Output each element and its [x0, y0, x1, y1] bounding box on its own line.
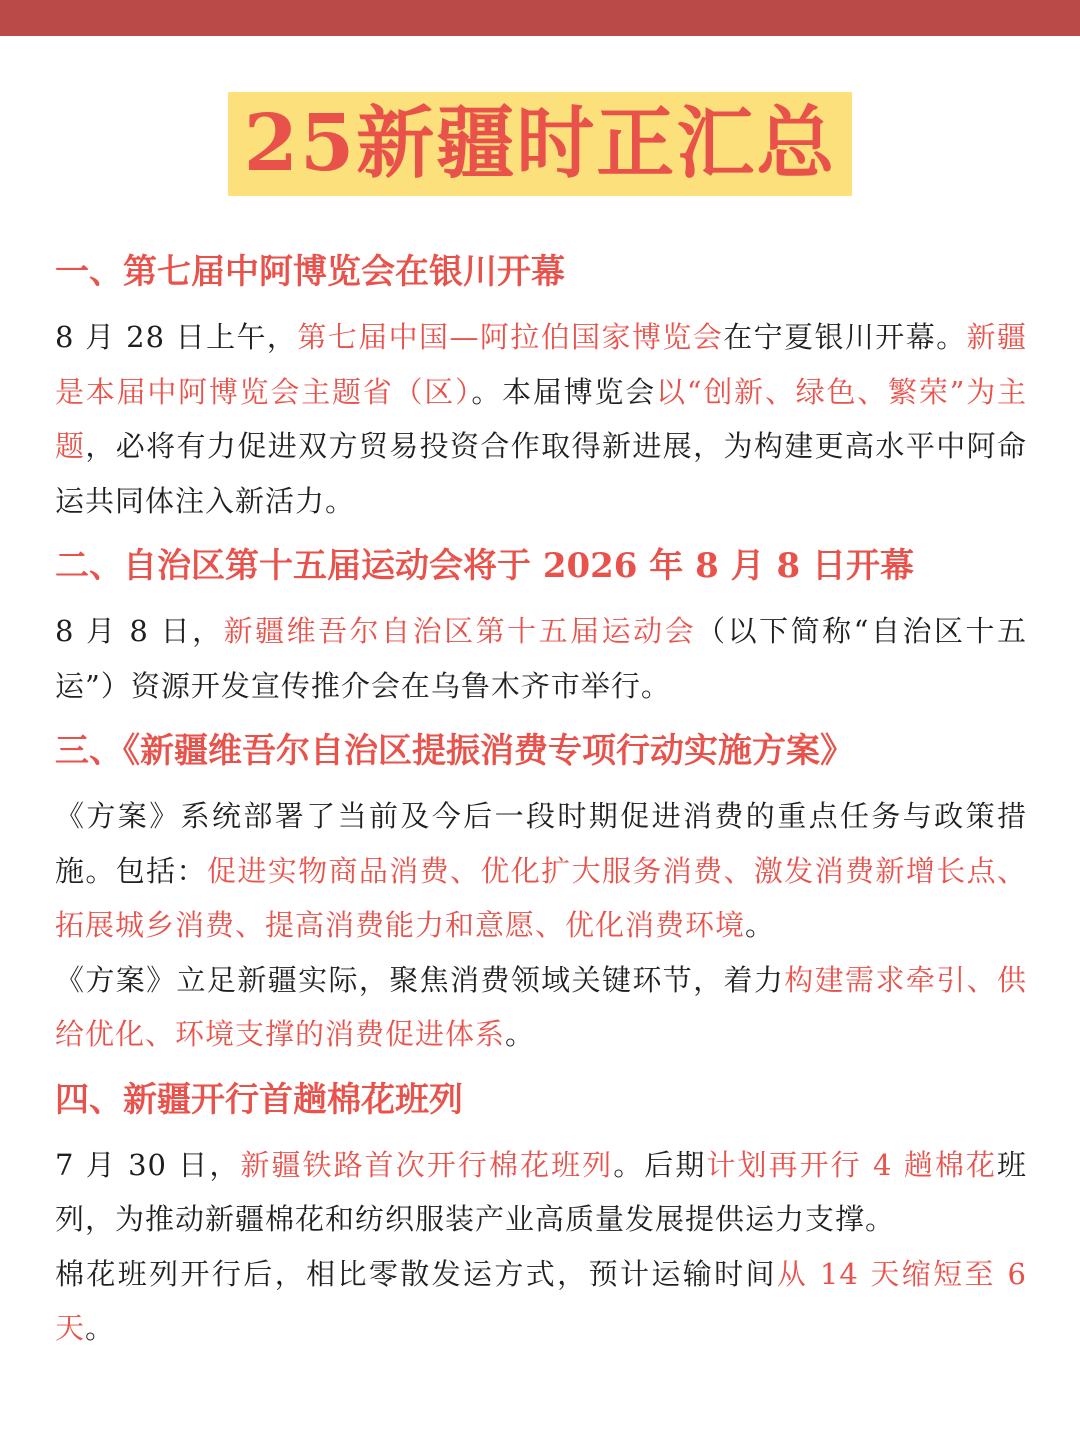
- highlight-text: 计划再开行 4 趟棉花: [706, 1147, 997, 1182]
- section-heading: 三、《新疆维吾尔自治区提振消费专项行动实施方案》: [55, 731, 854, 771]
- section-heading: 四、新疆开行首趟棉花班列: [55, 1079, 463, 1120]
- section-heading: 一、第七届中阿博览会在银川开幕: [55, 252, 565, 292]
- body-text: 。后期: [613, 1147, 707, 1182]
- body-text: 班列，为推动新疆棉花和纺织服装产业高质量发展提供运力支撑。: [55, 1147, 1027, 1236]
- news-section: [55, 244, 1027, 528]
- body-text: 棉花班列开行后，相比零散发运方式，预计运输时间: [55, 1256, 777, 1291]
- article-content: [55, 244, 1027, 1366]
- body-text: 《方案》系统部署了当前及今后一段时期促进消费的重点任务与政策措施。包括：: [55, 799, 1027, 888]
- news-section: [55, 1072, 1027, 1356]
- highlight-text: 促进实物商品消费、优化扩大服务消费、激发消费新增长点、拓展城乡消费、提高消费能力和意愿、优化消费环境: [55, 853, 1027, 942]
- highlight-text: 构建需求牵引、供给优化、环境支撑的消费促进体系: [55, 962, 1027, 1051]
- body-text: 7 月 30 日，: [55, 1147, 241, 1182]
- highlight-text: 新疆维吾尔自治区第十五届运动会: [223, 614, 697, 648]
- body-text: 8 月 8 日，: [55, 614, 224, 648]
- body-text: 8 月 28 日上午，: [55, 320, 298, 354]
- body-text: （以下简称“自治区十五运”）资源开发宣传推介会在乌鲁木齐市举行。: [55, 614, 1027, 703]
- page-title: 25新疆时正汇总: [228, 92, 853, 196]
- news-section: [55, 723, 1027, 1062]
- highlight-text: 以“创新、绿色、繁荣”为主题: [55, 374, 1027, 463]
- section-paragraph: [55, 789, 1027, 953]
- section-paragraph: [55, 1138, 1027, 1247]
- section-paragraph: [55, 1247, 1027, 1356]
- title-container: [0, 92, 1080, 196]
- body-text: ，必将有力促进双方贸易投资合作取得新进展，为构建更高水平中阿命运共同体注入新活力。: [55, 429, 1027, 518]
- body-text: 《方案》立足新疆实际，聚焦消费领域关键环节，着力: [55, 962, 785, 997]
- body-text: 在宁夏银川开幕。: [723, 320, 967, 354]
- highlight-text: 新疆是本届中阿博览会主题省（区）: [55, 320, 1027, 409]
- top-banner-bar: [0, 0, 1080, 36]
- highlight-text: 新疆铁路首次开行棉花班列: [240, 1147, 614, 1182]
- section-heading: 二、自治区第十五届运动会将于 2026 年 8 月 8 日开幕: [55, 546, 914, 586]
- section-paragraph: [55, 604, 1027, 713]
- section-paragraph: [55, 953, 1027, 1062]
- news-section: [55, 538, 1027, 713]
- body-text: 。: [505, 1017, 536, 1051]
- highlight-text: 第七届中国—阿拉伯国家博览会: [297, 320, 724, 354]
- body-text: 。本届博览会: [471, 374, 657, 409]
- body-text: 。: [85, 1311, 116, 1345]
- section-paragraph: [55, 310, 1027, 528]
- body-text: 。: [745, 908, 776, 942]
- highlight-text: 从 14 天缩短至 6 天: [55, 1256, 1027, 1345]
